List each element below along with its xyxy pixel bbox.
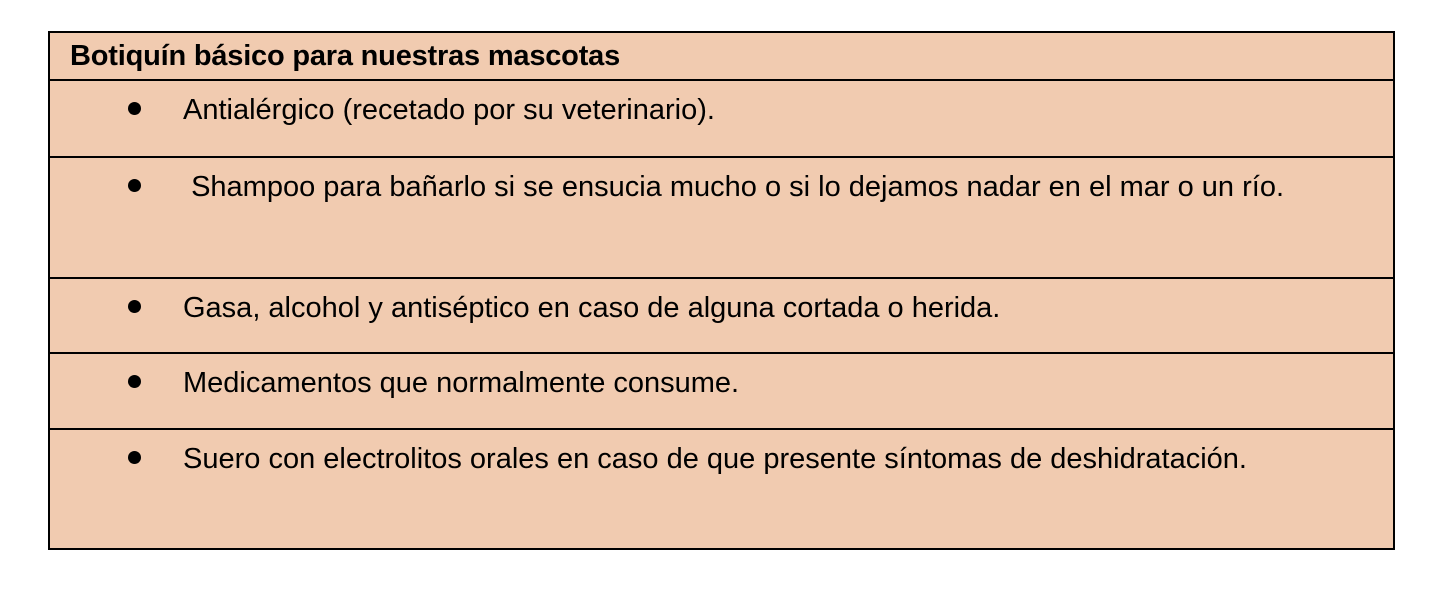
pet-first-aid-kit-table — [48, 31, 1395, 550]
list-item — [49, 80, 1394, 157]
list-item-text: Antialérgico (recetado por su veterinario). — [183, 94, 715, 126]
list-item-text: Gasa, alcohol y antiséptico en caso de alguna cortada o herida. — [183, 292, 1001, 324]
bullet-icon — [128, 300, 141, 313]
table-row — [49, 353, 1394, 429]
list-item-text: Medicamentos que normalmente consume. — [183, 367, 740, 399]
table-row — [49, 278, 1394, 353]
list-item — [49, 157, 1394, 278]
list-item — [49, 278, 1394, 353]
table-row — [49, 80, 1394, 157]
bullet-icon — [128, 179, 141, 192]
list-item — [49, 429, 1394, 549]
table-header-cell — [49, 32, 1394, 80]
bullet-icon — [128, 451, 141, 464]
table-title: Botiquín básico para nuestras mascotas — [70, 40, 621, 72]
bullet-icon — [128, 375, 141, 388]
list-item — [49, 353, 1394, 429]
table-row — [49, 157, 1394, 278]
table-header-row — [49, 32, 1394, 80]
list-item-text: Suero con electrolitos orales en caso de que presente síntomas de deshidratación. — [183, 443, 1247, 475]
list-item-text: Shampoo para bañarlo si se ensucia mucho o si lo dejamos nadar en el mar o un río. — [183, 171, 1285, 203]
bullet-icon — [128, 102, 141, 115]
table-row — [49, 429, 1394, 549]
